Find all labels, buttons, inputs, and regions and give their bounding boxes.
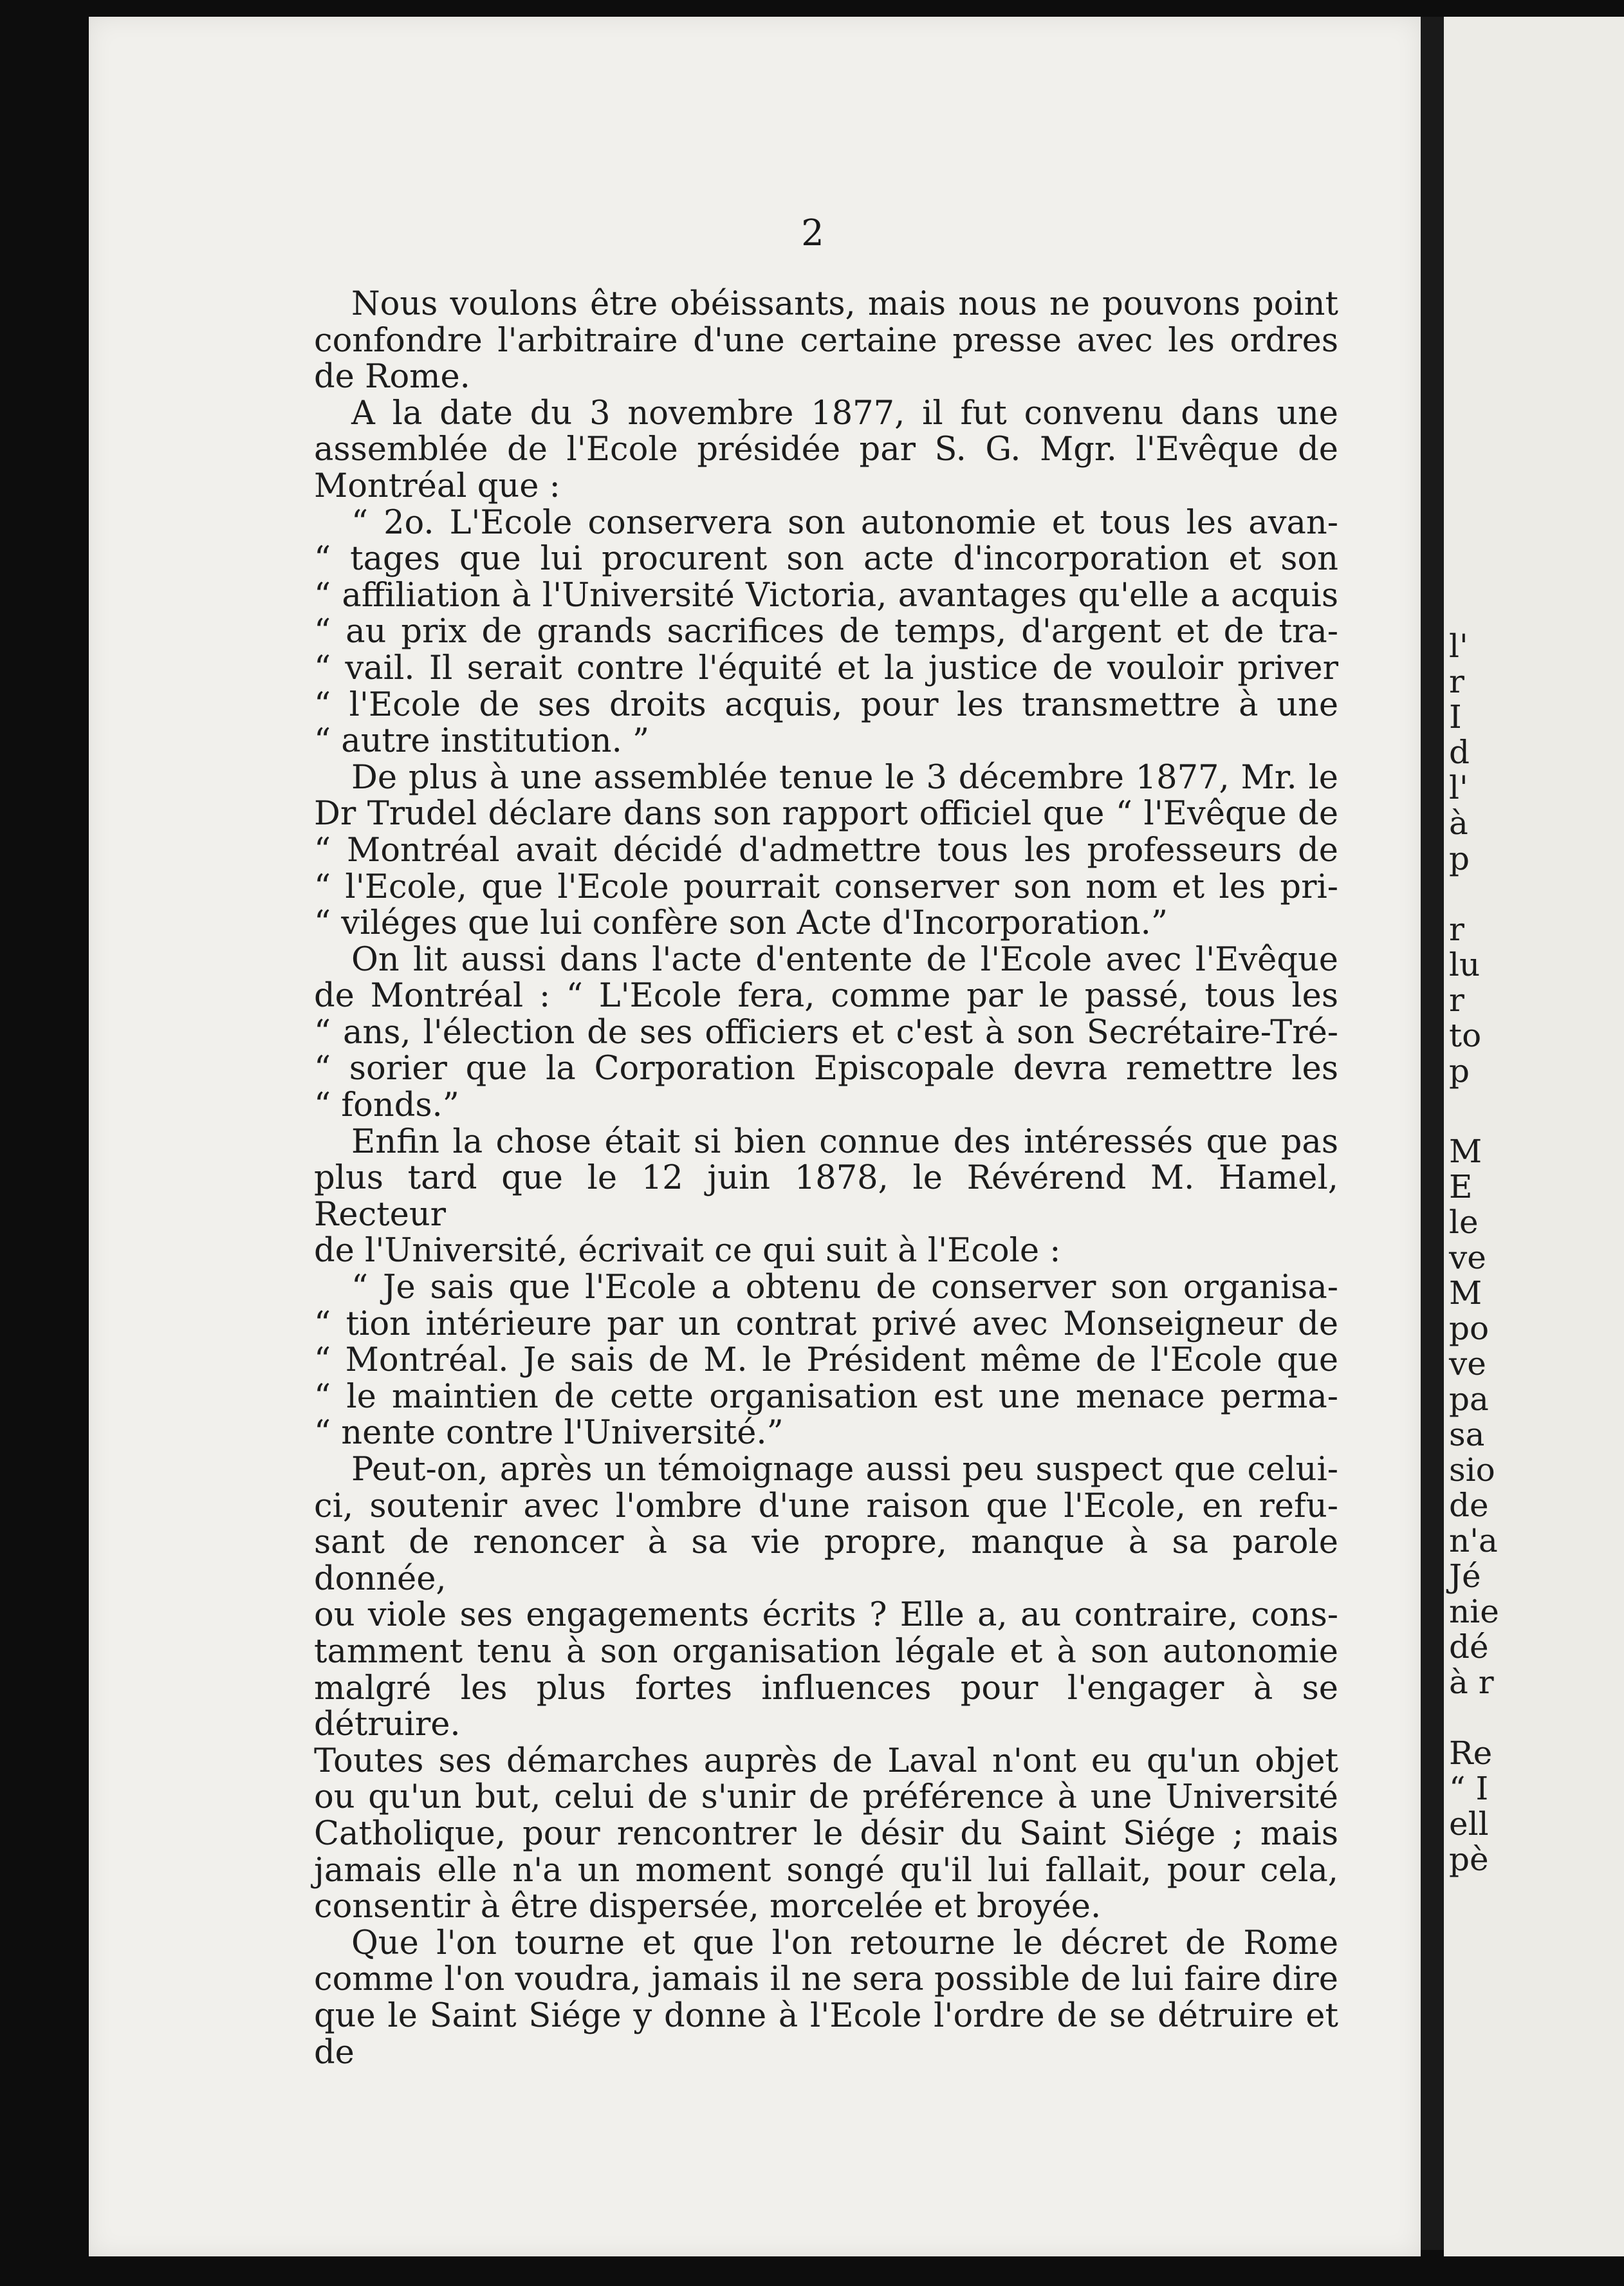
text-line: sant de renoncer à sa vie propre, manque à sa parole donnée, — [314, 1523, 1338, 1598]
text-line: assemblée de l'Ecole présidée par S. G. Mgr. l'Evêque de — [314, 431, 1338, 469]
adjacent-page-fragment: à r — [1449, 1664, 1494, 1701]
text-line: de Rome. — [314, 358, 470, 396]
adjacent-page-fragment: Jé — [1449, 1557, 1481, 1595]
adjacent-page-fragment: de — [1449, 1487, 1489, 1524]
adjacent-page-fragment: M — [1449, 1133, 1482, 1170]
text-line: “ au prix de grands sacrifices de temps, d'argent et de tra- — [314, 613, 1338, 651]
text-line: On lit aussi dans l'acte d'entente de l'Ecole avec l'Evêque — [351, 940, 1338, 979]
adjacent-page-fragment: E — [1449, 1168, 1473, 1205]
text-line: de l'Université, écrivait ce qui suit à l'Ecole : — [314, 1232, 1061, 1270]
adjacent-page-fragment: po — [1449, 1310, 1490, 1347]
adjacent-page-fragment: pa — [1449, 1380, 1489, 1418]
adjacent-page-fragment: n'a — [1449, 1522, 1498, 1559]
text-line: “ le maintien de cette organisation est une menace perma- — [314, 1377, 1338, 1416]
adjacent-page — [1444, 17, 1624, 2256]
adjacent-page-fragment: ve — [1449, 1345, 1486, 1382]
adjacent-page-fragment: ell — [1449, 1805, 1489, 1843]
adjacent-page-fragment: dé — [1449, 1628, 1489, 1666]
adjacent-page-fragment: sio — [1449, 1451, 1495, 1489]
adjacent-page-fragment: lu — [1449, 946, 1481, 983]
text-line: “ ans, l'élection de ses officiers et c'est à son Secrétaire-Tré- — [314, 1013, 1338, 1052]
page-binding-edge — [1421, 17, 1444, 2250]
text-line: consentir à être dispersée, morcelée et broyée. — [314, 1888, 1102, 1926]
adjacent-page-fragment: l' — [1449, 627, 1468, 665]
text-line: tamment tenu à son organisation légale et à son autonomie — [314, 1632, 1338, 1671]
text-line: Peut-on, après un témoignage aussi peu suspect que celui- — [351, 1451, 1338, 1489]
text-line: “ vail. Il serait contre l'équité et la justice de vouloir priver — [314, 649, 1338, 687]
body-text — [314, 286, 1338, 2071]
text-line: ci, soutenir avec l'ombre d'une raison que l'Ecole, en refu- — [314, 1487, 1338, 1525]
text-line: Dr Trudel déclare dans son rapport officiel que “ l'Evêque de — [314, 795, 1338, 833]
adjacent-page-fragment: p — [1449, 840, 1470, 877]
text-line: “ Montréal avait décidé d'admettre tous les professeurs de — [314, 831, 1338, 869]
text-line: “ tion intérieure par un contrat privé avec Monseigneur de — [314, 1305, 1338, 1343]
text-line: “ autre institution. ” — [314, 722, 650, 761]
text-line: Toutes ses démarches auprès de Laval n'ont eu qu'un objet — [314, 1742, 1338, 1780]
adjacent-page-fragment: r — [1449, 981, 1464, 1019]
adjacent-page-fragment: I — [1449, 698, 1462, 736]
text-line: ou viole ses engagements écrits ? Elle a, au contraire, cons- — [314, 1596, 1338, 1635]
text-line: A la date du 3 novembre 1877, il fut convenu dans une — [351, 394, 1338, 432]
adjacent-page-fragment: ve — [1449, 1239, 1486, 1276]
text-line: “ sorier que la Corporation Episcopale devra remettre les — [314, 1050, 1338, 1088]
text-line: confondre l'arbitraire d'une certaine presse avec les ordres — [314, 321, 1338, 360]
text-line: “ l'Ecole, que l'Ecole pourrait conserver son nom et les pri- — [314, 868, 1338, 906]
adjacent-page-fragment: le — [1449, 1203, 1479, 1241]
text-line: malgré les plus fortes influences pour l'engager à se détruire. — [314, 1669, 1338, 1744]
adjacent-page-fragment: Re — [1449, 1734, 1493, 1772]
text-line: jamais elle n'a un moment songé qu'il lui fallait, pour cela, — [314, 1851, 1338, 1890]
adjacent-page-fragment: pè — [1449, 1841, 1489, 1878]
adjacent-page-fragment: “ I — [1449, 1770, 1489, 1807]
text-line: ou qu'un but, celui de s'unir de préférence à une Université — [314, 1778, 1338, 1817]
adjacent-page-fragment: p — [1449, 1052, 1470, 1090]
adjacent-page-fragment: to — [1449, 1017, 1482, 1054]
adjacent-page-fragment: r — [1449, 911, 1464, 948]
text-line: “ tages que lui procurent son acte d'incorporation et son — [314, 540, 1338, 579]
text-line: “ viléges que lui confère son Acte d'Incorporation.” — [314, 904, 1168, 943]
page-number: 2 — [801, 212, 824, 254]
adjacent-page-fragment: l' — [1449, 769, 1468, 806]
adjacent-page-fragment: à — [1449, 804, 1468, 842]
text-line: “ 2o. L'Ecole conservera son autonomie et tous les avan- — [351, 503, 1338, 542]
text-line: Montréal que : — [314, 467, 560, 505]
text-line: que le Saint Siége y donne à l'Ecole l'ordre de se détruire et de — [314, 1996, 1338, 2072]
text-line: Enfin la chose était si bien connue des intéressés que pas — [351, 1122, 1338, 1161]
text-line: comme l'on voudra, jamais il ne sera possible de lui faire dire — [314, 1960, 1338, 1999]
adjacent-page-fragment: sa — [1449, 1416, 1485, 1453]
text-line: “ Montréal. Je sais de M. le Président même de l'Ecole que — [314, 1341, 1338, 1380]
adjacent-page-fragment: M — [1449, 1274, 1482, 1312]
text-line: “ fonds.” — [314, 1086, 459, 1125]
adjacent-page-fragment: r — [1449, 663, 1464, 700]
text-line: plus tard que le 12 juin 1878, le Révérend M. Hamel, Recteur — [314, 1159, 1338, 1234]
text-line: “ nente contre l'Université.” — [314, 1414, 784, 1453]
text-line: “ l'Ecole de ses droits acquis, pour les transmettre à une — [314, 685, 1338, 724]
text-line: Que l'on tourne et que l'on retourne le décret de Rome — [351, 1924, 1338, 1962]
text-line: Nous voulons être obéissants, mais nous ne pouvons point — [351, 285, 1338, 323]
text-line: Catholique, pour rencontrer le désir du Saint Siége ; mais — [314, 1814, 1338, 1853]
adjacent-page-fragment: d — [1449, 734, 1470, 771]
text-line: de Montréal : “ L'Ecole fera, comme par le passé, tous les — [314, 977, 1338, 1016]
adjacent-page-fragment: nie — [1449, 1593, 1499, 1630]
text-line: “ Je sais que l'Ecole a obtenu de conserver son organisa- — [351, 1268, 1338, 1307]
text-line: “ affiliation à l'Université Victoria, avantages qu'elle a acquis — [314, 576, 1338, 615]
text-line: De plus à une assemblée tenue le 3 décembre 1877, Mr. le — [351, 758, 1338, 797]
